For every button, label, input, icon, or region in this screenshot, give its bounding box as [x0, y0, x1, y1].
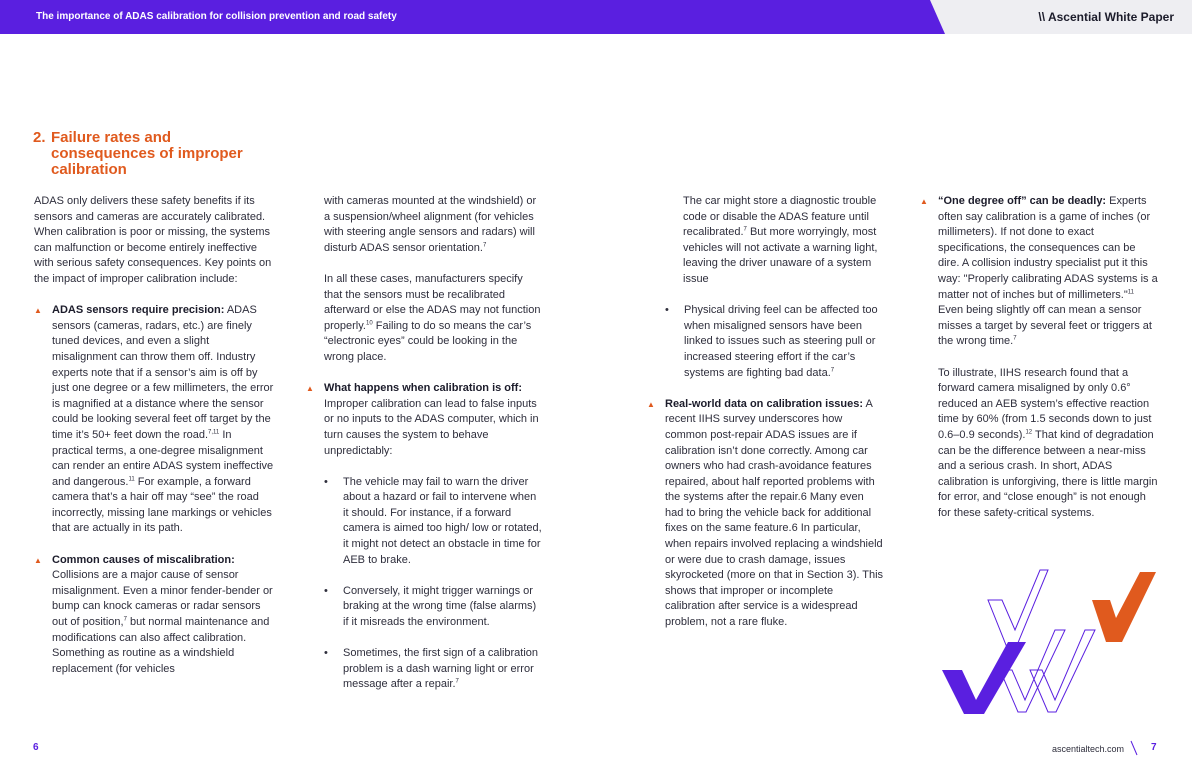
paragraph-iihs: To illustrate, IIHS research found that a forward camera misaligned by only 0.6° reduced an AEB system’s effective reaction time by 60% (from 1.5 seconds down to just 0.6–0.9 seconds).$^{12}$ That kind of degradation can be the difference between a near-miss and a serious crash. In short, ADAS calibration is unforgiving, there is little margin for error, and “close enough” is not enough for these safety-critical systems. — [938, 366, 1158, 519]
triangle-bullet-icon: ▲ — [920, 197, 928, 206]
bullet-heading: What happens when calibration is off: — [324, 382, 523, 395]
bullet-real-world-data: ▲ Real-world data on calibration issues: A recent IIHS survey underscores how common post-repair ADAS issues are if calibration isn’t done correctly. Among car owners who had crash-avoidance features repaired, about half reported problems with the systems after the repair.6 Many even had to bring the vehicle back for additional fixes on the same feature.6 In particular, when repairs involved replacing a windshield or were due to crash damage, issues skyrocketed (more on that in Section 3). This shows that improper or incomplete calibration after service is a widespread problem, not a rare fluke. — [647, 397, 884, 629]
bullet-heading: Real-world data on calibration issues: — [665, 397, 864, 410]
website-link[interactable]: ascentialtech.com — [1052, 744, 1125, 754]
page-number-left: 6 — [33, 742, 39, 753]
section-title: Failure rates and consequences of improper calibration — [51, 129, 243, 178]
paragraph-continuation: with cameras mounted at the windshield) or a suspension/wheel alignment (for vehicles with steering angle sensors and radars) will disturb ADAS sensor orientation.$^7$ — [324, 195, 537, 254]
bullet-one-degree: ▲ “One degree off” can be deadly: Experts often say calibration is a game of inches (or millimeters). If not done to exact specifications, the consequences can be dire. A collision industry specialist put it this way: "Properly calibrating ADAS systems is a matter not of inches but of millimeters."$^{11}$ Even being slightly off can mean a sensor misses a target by several feet or triggers at the wrong time.$^7$ To illustrate, IIHS research found that a forward camera misaligned by only 0.6° reduced an AEB system’s effective reaction time by 60% (from 1.5 seconds down to just 0.6–0.9 seconds).$^{12}$ That kind of degradation can be the difference between a near-miss and a serious crash. In short, ADAS calibration is unforgiving, there is little margin for error, and “close enough” is not enough for these safety-critical systems. — [920, 194, 1158, 521]
paragraph-continuation: The car might store a diagnostic trouble code or disable the ADAS feature until recalibrated.$^7$ But more worryingly, most vehicles will not activate a warning light, leaving the driver unaware of a system issue — [683, 195, 878, 285]
page-number-right: 7 — [1151, 742, 1157, 753]
header-bar — [0, 0, 1192, 34]
brand-label: \\ Ascential White Paper — [1038, 10, 1174, 24]
column-3 — [647, 194, 885, 631]
bullet-causes: ▲ Common causes of miscalibration: Collisions are a major cause of sensor misalignment. Even a minor fender-bender or bump can knock cameras or radar sensors out of position,$^7$ but normal maintenance and modifications can also affect calibration. Something as routine as a windshield replacement (for vehicles — [34, 553, 273, 675]
outline-check-icon — [1030, 630, 1095, 712]
triangle-bullet-icon: ▲ — [306, 384, 314, 394]
solid-orange-check-icon — [1092, 572, 1156, 642]
bullet-precision: ▲ ADAS sensors require precision: ADAS sensors (cameras, radars, etc.) are finely tuned devices, and even a slight misalignment can throw them off. Industry experts note that if a sensor’s aim is off by just one degree or a few millimeters, the error is magnified at a distance where the sensor could be looking several feet off target by the time it’s 50+ feet down the road.$^{7,11}$ In practical terms, a one-degree misalignment can render an entire ADAS system ineffective and dangerous.$^{11}$ For example, a forward camera that’s a hair off may “see” the road incorrectly, missing lane markings or vehicles that are actually in its path. — [34, 304, 274, 535]
section-number: 2. — [33, 129, 46, 146]
list-item: • Sometimes, the first sign of a calibration problem is a dash warning light or error message after a repair.$^7$ — [324, 647, 539, 691]
list-item: • Physical driving feel can be affected too when misaligned sensors have been linked to issues such as steering pull or increased steering effort if the car’s systems are fighting bad data.$^7$ — [665, 304, 878, 379]
document-title: The importance of ADAS calibration for collision prevention and road safety — [36, 11, 397, 22]
section-heading — [33, 129, 273, 178]
solid-purple-check-icon — [942, 642, 1026, 714]
bullet-calibration-off: ▲ What happens when calibration is off: Improper calibration can lead to false inputs or no inputs to the ADAS computer, which in turn causes the system to behave unpredictably: • The vehicle may fail to warn the driver about a hazard or fail to intervene when it should. For instance, if a forward camera is aimed too high/ low or rotated, it might not detect an obstacle in time for AEB to brake. • Conversely, it might trigger warnings or braking at the wrong time (false alarms) if it misreads the environment. • Sometimes, the first sign of a calibration problem is a dash warning light or error message after a repair.$^7$ — [306, 381, 542, 693]
triangle-bullet-icon: ▲ — [34, 555, 42, 565]
check-marks-graphic — [930, 560, 1170, 730]
list-item: • Conversely, it might trigger warnings or braking at the wrong time (false alarms) if it misreads the environment. — [324, 584, 537, 629]
slash-divider-icon — [1130, 740, 1138, 756]
bullet-heading: Common causes of miscalibration: — [52, 553, 235, 566]
bullet-heading: “One degree off” can be deadly: — [938, 195, 1107, 207]
triangle-bullet-icon: ▲ — [647, 399, 655, 409]
outline-check-icon — [988, 570, 1048, 650]
triangle-bullet-icon: ▲ — [34, 306, 42, 316]
column-4 — [920, 194, 1158, 521]
paragraph-recalibration: In all these cases, manufacturers specify that the sensors must be recalibrated afterward or else the ADAS may not function properly.$^{10}$ Failing to do so means the car’s “electronic eyes” could be looking in the wrong place. — [324, 272, 541, 363]
column-1 — [34, 194, 274, 677]
intro-paragraph: ADAS only delivers these safety benefits if its sensors and cameras are accurately calibrated. When calibration is poor or missing, the systems can malfunction or become entirely ineffective with serious safety consequences. Key points on the impact of improper calibration include: — [34, 195, 272, 285]
column-2 — [306, 194, 542, 693]
bullet-heading: ADAS sensors require precision: — [52, 304, 225, 317]
list-item: • The vehicle may fail to warn the driver about a hazard or fail to intervene when it should. For instance, if a forward camera is aimed too high/ low or rotated, it might not detect an obstacle in time for AEB to brake. — [324, 475, 542, 566]
